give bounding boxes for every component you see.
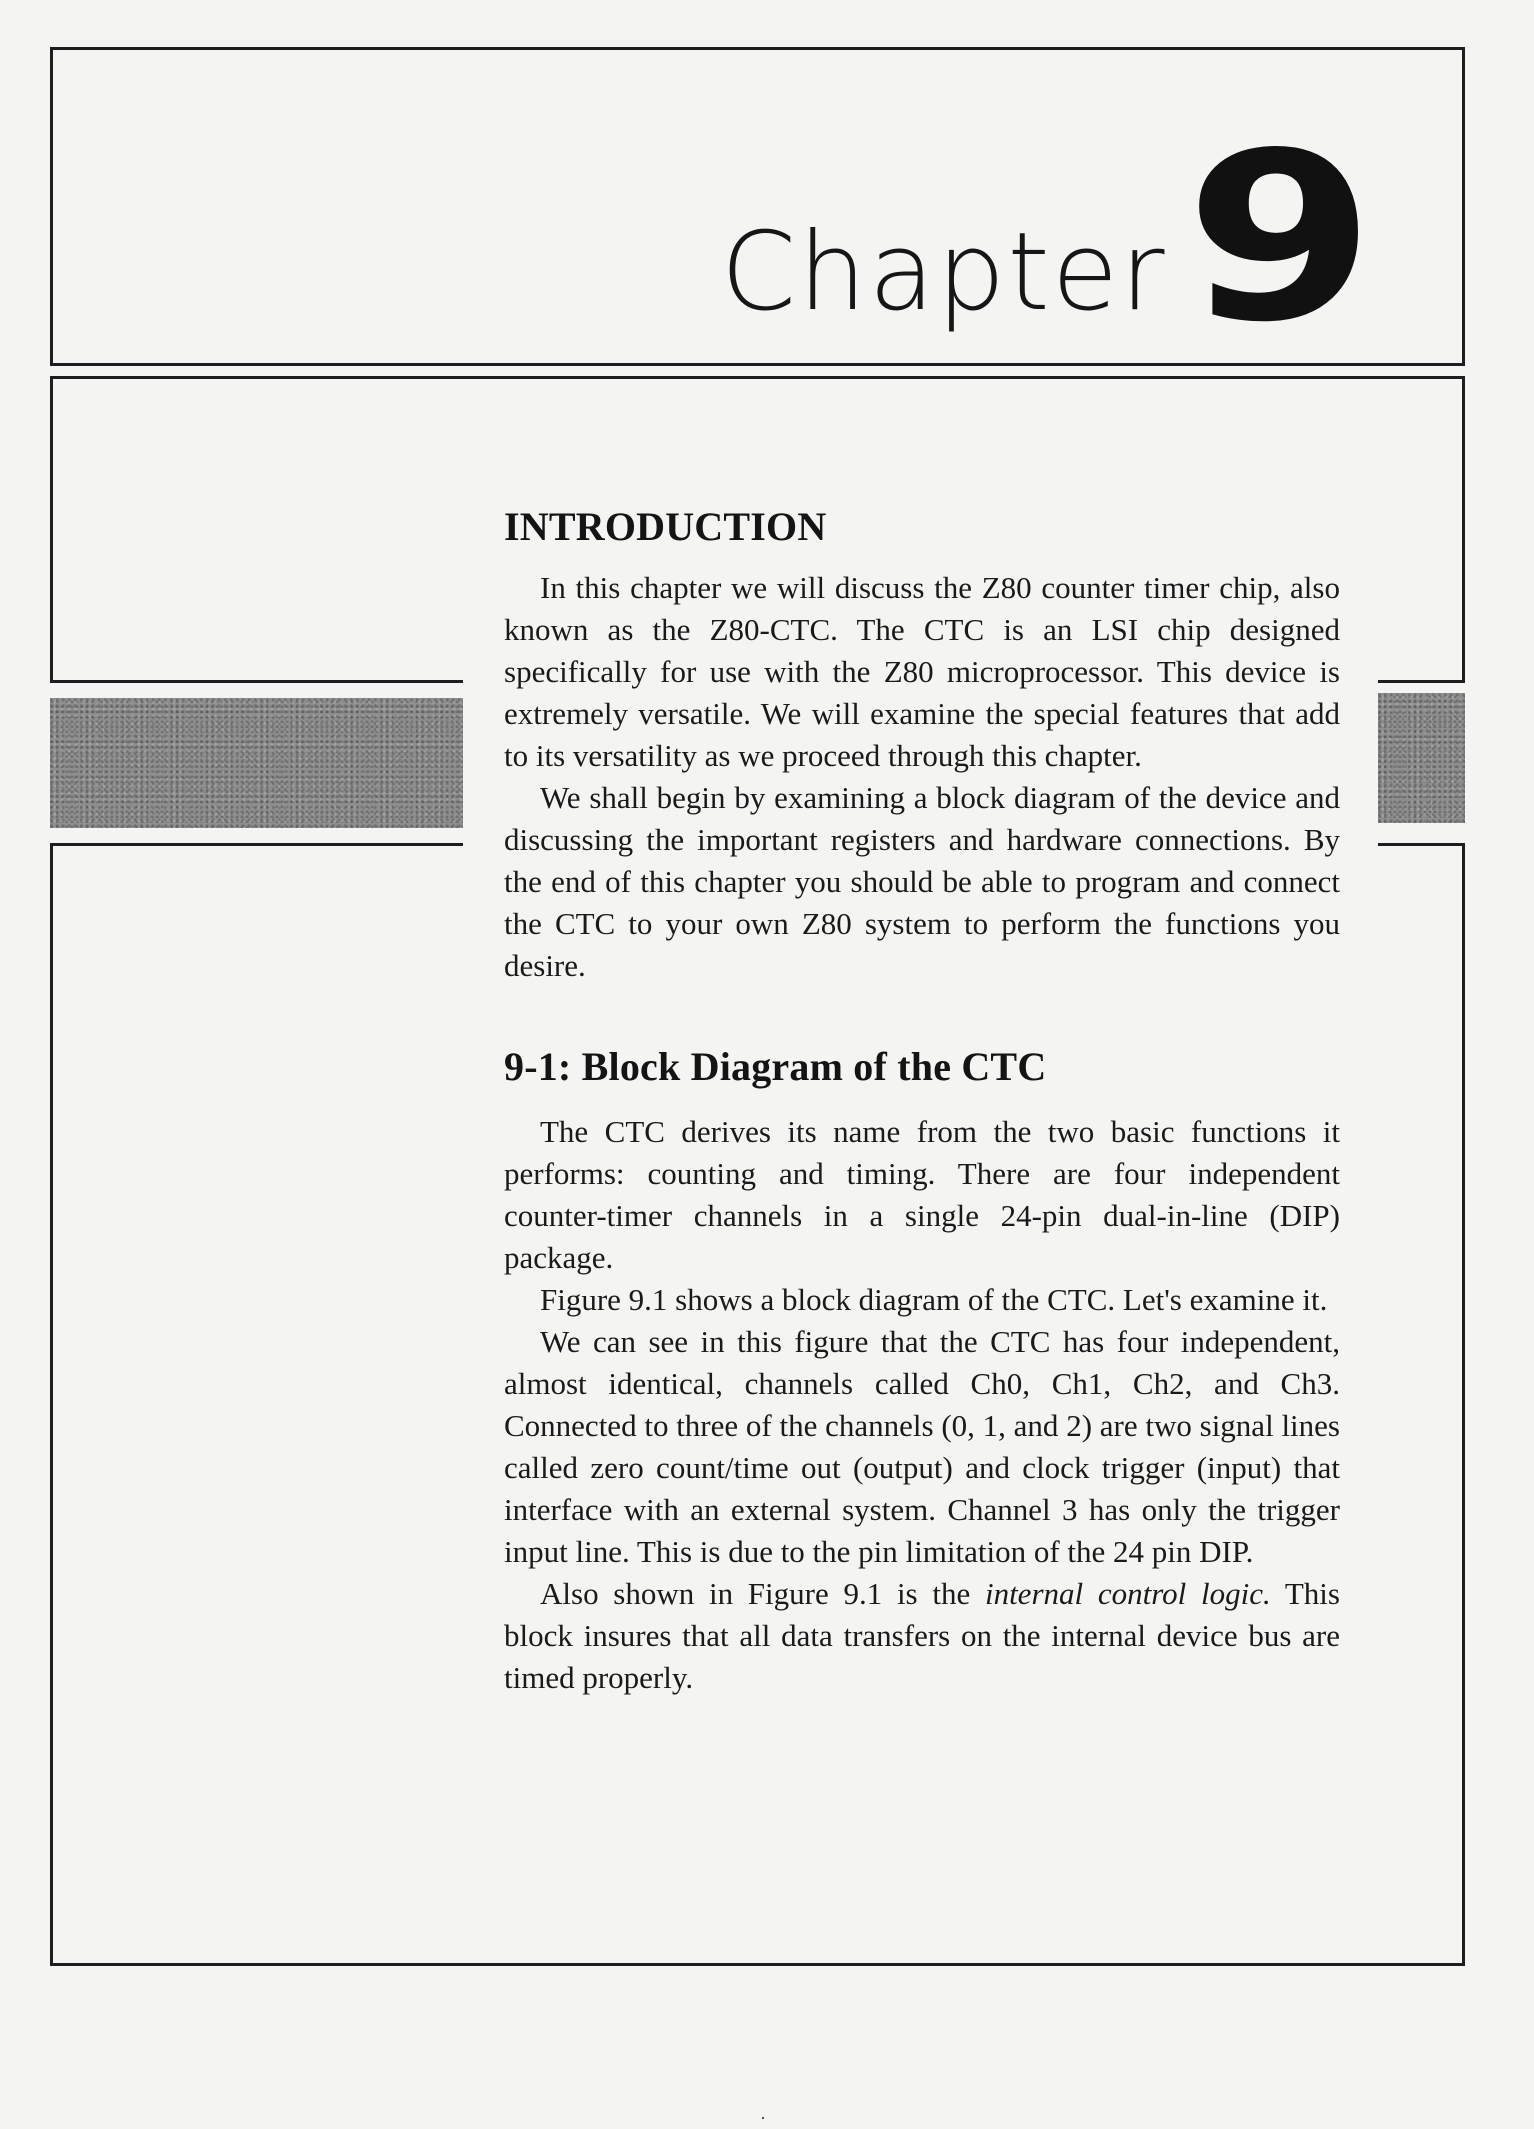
section-heading: 9-1: Block Diagram of the CTC [504,1044,1047,1089]
divider-line [50,680,463,683]
chapter-word: Chapter [720,210,1167,336]
section-paragraph [504,1573,1340,1699]
section-paragraph: We can see in this figure that the CTC has four independent, almost identical, channels called Ch0, Ch1, Ch2, and Ch3. Connected to three of the channels (0, 1, and 2) are two signal lines called zero count/time out (output) and clock trigger (input) that interface with an external system. Channel 3 has only the trigger input line. This is due to the pin limitation of the 24 pin DIP. [504,1324,1340,1569]
section-paragraph: Figure 9.1 shows a block diagram of the CTC. Let's examine it. [540,1282,1328,1317]
print-speck: · [760,2108,766,2128]
shaded-band-right [1378,693,1465,823]
shaded-band-left [50,698,463,828]
section-paragraph: The CTC derives its name from the two basic functions it performs: counting and timing. There are four independent counter-timer channels in a single 24-pin dual-in-line (DIP) package. [504,1114,1340,1275]
paragraph-text: This block insures that all data transfers on the internal device bus are timed properly. [504,1576,1340,1695]
chapter-heading [720,103,1376,373]
text-column [504,505,1340,1699]
introduction-heading: INTRODUCTION [504,504,827,549]
emphasis-text: internal control logic. [984,1576,1271,1611]
chapter-header-box [50,47,1465,373]
paragraph-text: Also shown in Figure 9.1 is the [540,1576,985,1611]
chapter-number: 9 [1184,103,1376,373]
intro-paragraph: In this chapter we will discuss the Z80 counter timer chip, also known as the Z80-CTC. The CTC is an LSI chip designed specifically for use with the Z80 microprocessor. This device is extremely versatile. We will examine the special features that add to its versatility as we proceed through this chapter. [504,570,1340,773]
divider-line [1378,680,1465,683]
intro-paragraph: We shall begin by examining a block diagram of the device and discussing the important registers and hardware connections. By the end of this chapter you should be able to program and connect the CTC to your own Z80 system to perform the functions you desire. [504,780,1340,983]
